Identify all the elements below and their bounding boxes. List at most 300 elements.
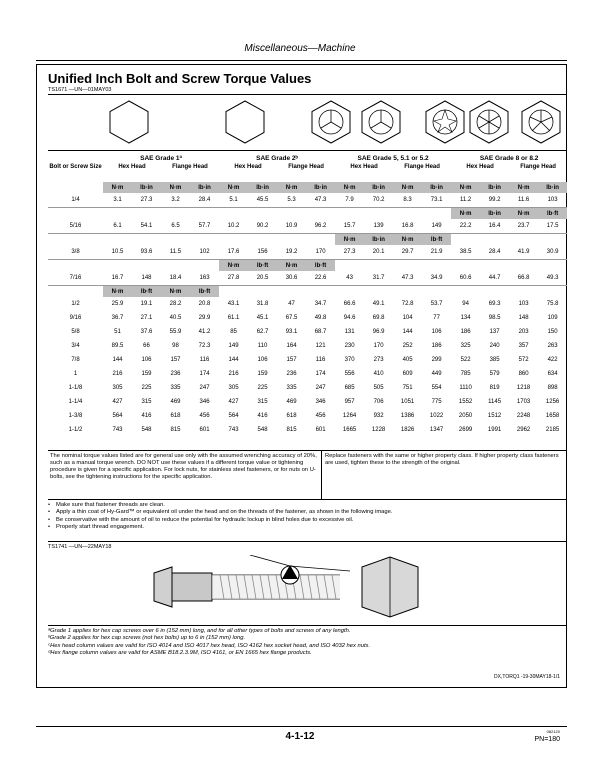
torque-cell: 28.2	[169, 301, 182, 307]
torque-cell: 1145	[488, 399, 502, 405]
grade5-1-head-icon	[358, 99, 404, 145]
torque-cell: 72.8	[401, 301, 414, 307]
unit-label: lb·in	[248, 182, 277, 193]
torque-cell: 775	[431, 399, 442, 405]
torque-cell: 106	[431, 329, 442, 335]
torque-cell: 422	[547, 357, 558, 363]
size-cell: 1/2	[71, 301, 80, 307]
size-cell: 1-1/8	[68, 385, 83, 391]
torque-cell: 31.8	[256, 301, 269, 307]
torque-cell: 72.3	[198, 343, 211, 349]
torque-cell: 236	[286, 371, 297, 377]
unit-label: lb·in	[480, 208, 509, 220]
torque-cell: 3.1	[103, 193, 132, 208]
unit-row	[48, 286, 567, 298]
torque-cell: 216	[228, 371, 239, 377]
torque-cell: 139	[364, 219, 393, 234]
torque-cell: 1264	[342, 413, 357, 419]
torque-cell: 44.7	[480, 271, 509, 286]
unit-label: lb·in	[132, 182, 161, 193]
torque-cell: 27.3	[132, 193, 161, 208]
unit-label: lb·ft	[306, 260, 335, 272]
torque-cell: 27.8	[219, 271, 248, 286]
torque-cell: 1386	[400, 413, 415, 419]
torque-cell: 47.3	[306, 193, 335, 208]
torque-cell: 19.1	[140, 301, 153, 307]
unit-label: lb·ft	[132, 286, 161, 298]
torque-cell: 1347	[429, 427, 444, 433]
torque-cell: 163	[190, 271, 219, 286]
torque-cell: 898	[547, 385, 558, 391]
torque-cell: 134	[460, 315, 471, 321]
unit-label: lb·in	[364, 182, 393, 193]
torque-cell: 5.3	[277, 193, 306, 208]
notes-box	[48, 450, 567, 500]
torque-cell: 57.7	[190, 219, 219, 234]
unit-label: N·m	[277, 260, 306, 272]
unit-label: N·m	[509, 208, 538, 220]
unit-label: lb·in	[190, 182, 219, 193]
grade8-head-icon	[466, 99, 512, 145]
torque-cell: 20.5	[248, 271, 277, 286]
torque-cell: 67.5	[285, 315, 298, 321]
general-note: The nominal torque values listed are for general use only with the assumed wrenching accuracy of 20%, such as a manual torque wrench. DO NOT use these values if a different torque value or tightening procedure is given for a specific application. For lock nuts, for stainless steel fasteners, or for nuts on U-bolts, see the tightening instructions for the specific application.	[50, 453, 317, 481]
torque-cell: 49.1	[372, 301, 385, 307]
unit-label: N·m	[451, 182, 480, 193]
torque-cell: 203	[518, 329, 529, 335]
torque-cell: 77	[433, 315, 440, 321]
torque-cell: 252	[402, 343, 413, 349]
torque-cell: 860	[518, 371, 529, 377]
torque-cell: 247	[199, 385, 210, 391]
torque-cell: 164	[286, 343, 297, 349]
torque-cell: 20.1	[364, 245, 393, 260]
section-title: Unified Inch Bolt and Screw Torque Values	[48, 71, 312, 86]
torque-cell: 685	[344, 385, 355, 391]
torque-cell: 522	[460, 357, 471, 363]
torque-cell: 273	[373, 357, 384, 363]
torque-cell: 28.4	[190, 193, 219, 208]
unit-label: lb·in	[364, 234, 393, 246]
instruction-list	[48, 502, 567, 531]
torque-cell: 579	[489, 371, 500, 377]
flange-header: Flange Head	[172, 164, 208, 170]
torque-cell: 49.8	[314, 315, 327, 321]
torque-cell: 159	[257, 371, 268, 377]
hex-header: Hex Head	[466, 164, 494, 170]
torque-cell: 11.5	[161, 245, 190, 260]
size-cell: 7/16	[48, 271, 103, 286]
torque-cell: 346	[315, 399, 326, 405]
torque-cell: 751	[402, 385, 413, 391]
torque-cell: 815	[286, 427, 297, 433]
torque-cell: 743	[112, 427, 123, 433]
unit-label: N·m	[277, 182, 306, 193]
footnote: ᵇGrade 2 applies for hex cap screws (not hex bolts) up to 6 in (152 mm) long.	[48, 635, 246, 642]
flange-header: Flange Head	[404, 164, 440, 170]
torque-cell: 40.5	[169, 315, 182, 321]
running-header: Miscellaneous—Machine	[244, 43, 356, 54]
torque-cell: 299	[431, 357, 442, 363]
torque-cell: 96.9	[372, 329, 385, 335]
size-cell: 9/16	[69, 315, 82, 321]
torque-cell: 29.7	[393, 245, 422, 260]
torque-cell: 41.2	[198, 329, 211, 335]
torque-cell: 815	[170, 427, 181, 433]
torque-cell: 22.6	[306, 271, 335, 286]
hex-header: Hex Head	[234, 164, 262, 170]
torque-cell: 73.1	[422, 193, 451, 208]
torque-cell: 564	[228, 413, 239, 419]
torque-cell: 28.4	[480, 245, 509, 260]
torque-cell: 247	[315, 385, 326, 391]
torque-cell: 170	[373, 343, 384, 349]
torque-cell: 1665	[342, 427, 357, 433]
torque-cell: 385	[489, 357, 500, 363]
torque-cell: 93.6	[132, 245, 161, 260]
torque-cell: 45.1	[256, 315, 269, 321]
footnote: ᵈHex flange column values are valid for ASME B18.2.3.9M, ISO 4161, or EN 1665 hex flange products.	[48, 649, 312, 656]
torque-cell: 3.2	[161, 193, 190, 208]
grade-header: SAE Grade 2ᵇ	[256, 154, 299, 162]
grade-header: SAE Grade 5, 5.1 or 5.2	[357, 154, 429, 162]
unit-row	[48, 260, 567, 272]
print-code: 082120	[546, 729, 560, 734]
torque-cell: 230	[344, 343, 355, 349]
instruction-item: • Be conservative with the amount of oil to reduce the potential for hydraulic lockup in blind holes due to excessive oil.	[48, 517, 567, 524]
torque-cell: 469	[170, 399, 181, 405]
torque-cell: 156	[248, 245, 277, 260]
torque-cell: 109	[547, 315, 558, 321]
grade5-head-icon	[308, 99, 354, 145]
size-cell: 7/8	[71, 357, 80, 363]
unit-label: lb·in	[422, 182, 451, 193]
torque-cell: 66.8	[509, 271, 538, 286]
torque-cell: 68.7	[314, 329, 327, 335]
torque-cell: 410	[373, 371, 384, 377]
torque-cell: 1218	[516, 385, 531, 391]
torque-cell: 103	[538, 193, 567, 208]
grade5-2-head-icon	[422, 99, 468, 145]
torque-cell: 6.5	[161, 219, 190, 234]
torque-cell: 62.7	[256, 329, 269, 335]
unit-label: N·m	[335, 182, 364, 193]
unit-label: N·m	[219, 260, 248, 272]
torque-cell: 16.4	[480, 219, 509, 234]
torque-cell: 548	[257, 427, 268, 433]
torque-cell: 11.6	[509, 193, 538, 208]
torque-cell: 144	[112, 357, 123, 363]
torque-cell: 10.9	[277, 219, 306, 234]
torque-cell: 61.1	[227, 315, 240, 321]
table-row	[48, 219, 567, 234]
torque-cell: 137	[489, 329, 500, 335]
unit-label: lb·in	[538, 182, 567, 193]
torque-cell: 1051	[400, 399, 415, 405]
torque-cell: 94.6	[343, 315, 356, 321]
torque-cell: 1552	[458, 399, 473, 405]
torque-cell: 601	[199, 427, 210, 433]
size-cell: 3/8	[48, 245, 103, 260]
torque-cell: 159	[141, 371, 152, 377]
torque-cell: 16.8	[393, 219, 422, 234]
torque-cell: 601	[315, 427, 326, 433]
torque-cell: 15.7	[335, 219, 364, 234]
unit-label: N·m	[393, 234, 422, 246]
torque-cell: 8.3	[393, 193, 422, 208]
torque-cell: 144	[228, 357, 239, 363]
torque-cell: 103	[518, 301, 529, 307]
torque-cell: 743	[228, 427, 239, 433]
torque-cell: 456	[315, 413, 326, 419]
torque-cell: 405	[402, 357, 413, 363]
header-rule	[36, 60, 567, 61]
unit-label: N·m	[161, 286, 190, 298]
footnotes	[48, 625, 567, 657]
torque-cell: 957	[344, 399, 355, 405]
table-row	[48, 367, 567, 381]
torque-cell: 96.2	[306, 219, 335, 234]
torque-cell: 98.5	[488, 315, 501, 321]
torque-cell: 43	[335, 271, 364, 286]
torque-cell: 148	[518, 315, 529, 321]
torque-cell: 2050	[458, 413, 473, 419]
torque-cell: 634	[547, 371, 558, 377]
table-row	[48, 271, 567, 286]
torque-cell: 116	[315, 357, 326, 363]
torque-cell: 106	[257, 357, 268, 363]
torque-cell: 75.8	[546, 301, 559, 307]
unit-row	[48, 234, 567, 246]
torque-cell: 27.1	[140, 315, 153, 321]
torque-cell: 53.7	[430, 301, 443, 307]
footnote: ªGrade 1 applies for hex cap screws over 6 in (152 mm) long, and for all other types of bolts and screws of any length.	[48, 628, 351, 634]
grade-header: SAE Grade 8 or 8.2	[479, 154, 539, 162]
torque-cell: 90.2	[248, 219, 277, 234]
grade2-head-icon	[222, 99, 268, 145]
figure-rule	[48, 541, 567, 542]
torque-cell: 89.5	[111, 343, 124, 349]
flange-header: Flange Head	[288, 164, 324, 170]
table-row	[48, 297, 567, 311]
torque-cell: 22.2	[451, 219, 480, 234]
unit-row	[48, 208, 567, 220]
torque-cell: 157	[170, 357, 181, 363]
torque-cell: 66.6	[343, 301, 356, 307]
torque-cell: 554	[431, 385, 442, 391]
flange-header: Flange Head	[520, 164, 556, 170]
torque-cell: 225	[257, 385, 268, 391]
torque-cell: 305	[112, 385, 123, 391]
torque-cell: 60.6	[451, 271, 480, 286]
torque-cell: 456	[199, 413, 210, 419]
table-row	[48, 311, 567, 325]
torque-cell: 157	[286, 357, 297, 363]
instruction-item: • Apply a thin coat of Hy-Gard™ or equivalent oil under the head and on the threads of the fastener, as shown in the following image.	[48, 509, 567, 516]
grade1-head-icon	[106, 99, 152, 145]
torque-cell: 236	[170, 371, 181, 377]
torque-cell: 427	[228, 399, 239, 405]
torque-cell: 1826	[400, 427, 415, 433]
unit-row	[48, 182, 567, 193]
torque-cell: 10.5	[103, 245, 132, 260]
torque-cell: 170	[306, 245, 335, 260]
torque-cell: 34.9	[422, 271, 451, 286]
torque-table	[48, 152, 567, 437]
torque-cell: 131	[344, 329, 355, 335]
unit-label: N·m	[219, 182, 248, 193]
table-row	[48, 353, 567, 367]
table-row	[48, 193, 567, 208]
torque-cell: 20.8	[198, 301, 211, 307]
torque-cell: 263	[547, 343, 558, 349]
torque-cell: 6.1	[103, 219, 132, 234]
torque-cell: 186	[431, 343, 442, 349]
instruction-item: • Properly start thread engagement.	[48, 524, 567, 531]
torque-cell: 7.9	[335, 193, 364, 208]
torque-cell: 149	[422, 219, 451, 234]
torque-cell: 1991	[487, 427, 502, 433]
unit-label: lb·ft	[538, 208, 567, 220]
footnote: ᶜHex head column values are valid for ISO 4014 and ISO 4017 hex head, ISO 4162 hex socket head, and ISO 4032 hex nuts.	[48, 642, 371, 649]
torque-cell: 149	[228, 343, 239, 349]
torque-cell: 116	[199, 357, 210, 363]
torque-cell: 325	[460, 343, 471, 349]
size-cell: 5/16	[48, 219, 103, 234]
document-code: DX,TORQ1 -19-30MAY18-1/1	[494, 674, 560, 680]
torque-cell: 1228	[371, 427, 386, 433]
torque-cell: 93.1	[285, 329, 298, 335]
torque-cell: 932	[373, 413, 384, 419]
size-cell: 1/4	[48, 193, 103, 208]
torque-cell: 315	[141, 399, 152, 405]
torque-cell: 45.5	[248, 193, 277, 208]
table-row	[48, 409, 567, 423]
torque-cell: 69.3	[488, 301, 501, 307]
torque-cell: 85	[230, 329, 237, 335]
torque-cell: 346	[199, 399, 210, 405]
torque-cell: 18.4	[161, 271, 190, 286]
torque-cell: 150	[547, 329, 558, 335]
pn-number: PN=180	[534, 736, 560, 743]
torque-cell: 564	[112, 413, 123, 419]
unit-label: lb·ft	[190, 286, 219, 298]
torque-cell: 19.2	[277, 245, 306, 260]
torque-cell: 66	[143, 343, 150, 349]
torque-cell: 618	[170, 413, 181, 419]
notes-divider	[321, 451, 322, 499]
torque-cell: 29.9	[198, 315, 211, 321]
torque-cell: 36.7	[111, 315, 124, 321]
torque-cell: 23.7	[509, 219, 538, 234]
torque-cell: 144	[402, 329, 413, 335]
footer-rule	[36, 726, 567, 727]
unit-label: N·m	[451, 208, 480, 220]
replacement-note: Replace fasteners with the same or higher property class. If higher property class fasteners are used, tighten these to the strength of the original.	[325, 453, 559, 467]
torque-cell: 186	[460, 329, 471, 335]
table-row	[48, 325, 567, 339]
torque-cell: 31.7	[364, 271, 393, 286]
torque-cell: 1256	[545, 399, 560, 405]
torque-cell: 1703	[516, 399, 531, 405]
torque-cell: 556	[344, 371, 355, 377]
torque-cell: 315	[257, 399, 268, 405]
unit-label: lb·ft	[248, 260, 277, 272]
torque-cell: 240	[489, 343, 500, 349]
size-cell: 5/8	[71, 329, 80, 335]
unit-label: lb·in	[306, 182, 335, 193]
unit-label: N·m	[509, 182, 538, 193]
torque-cell: 505	[373, 385, 384, 391]
torque-cell: 1658	[545, 413, 560, 419]
torque-cell: 335	[286, 385, 297, 391]
torque-cell: 49.3	[538, 271, 567, 286]
torque-cell: 572	[518, 357, 529, 363]
torque-cell: 785	[460, 371, 471, 377]
torque-cell: 618	[286, 413, 297, 419]
bolt-oil-illustration	[150, 555, 450, 623]
grade-header: SAE Grade 1ª	[140, 154, 182, 162]
torque-cell: 104	[402, 315, 413, 321]
unit-label: N·m	[161, 182, 190, 193]
grade-header-row	[48, 152, 567, 164]
torque-cell: 5.1	[219, 193, 248, 208]
torque-table-body	[48, 182, 567, 437]
torque-cell: 2962	[516, 427, 531, 433]
torque-cell: 416	[257, 413, 268, 419]
torque-cell: 16.7	[103, 271, 132, 286]
torque-cell: 17.5	[538, 219, 567, 234]
unit-label: lb·in	[480, 182, 509, 193]
torque-cell: 1512	[487, 413, 502, 419]
torque-cell: 370	[344, 357, 355, 363]
torque-cell: 148	[132, 271, 161, 286]
table-row	[48, 381, 567, 395]
size-header: Bolt or Screw Size	[49, 164, 102, 170]
torque-cell: 335	[170, 385, 181, 391]
torque-cell: 30.6	[277, 271, 306, 286]
unit-label: lb·ft	[422, 234, 451, 246]
torque-cell: 449	[431, 371, 442, 377]
table-row	[48, 423, 567, 437]
torque-cell: 21.9	[422, 245, 451, 260]
table-row	[48, 339, 567, 353]
torque-cell: 609	[402, 371, 413, 377]
page-number: 4-1-12	[285, 731, 315, 742]
unit-label: N·m	[103, 182, 132, 193]
torque-cell: 427	[112, 399, 123, 405]
torque-cell: 1110	[459, 385, 472, 391]
hex-header: Hex Head	[350, 164, 378, 170]
torque-cell: 216	[112, 371, 123, 377]
torque-cell: 51	[114, 329, 121, 335]
figure-tag: TS1671 —UN—01MAY03	[48, 87, 112, 93]
torque-cell: 38.5	[451, 245, 480, 260]
torque-cell: 34.7	[314, 301, 327, 307]
torque-cell: 99.2	[480, 193, 509, 208]
size-cell: 1-3/8	[68, 413, 83, 419]
torque-cell: 27.3	[335, 245, 364, 260]
unit-label: N·m	[393, 182, 422, 193]
torque-cell: 1022	[429, 413, 444, 419]
torque-cell: 11.2	[451, 193, 480, 208]
torque-cell: 54.1	[132, 219, 161, 234]
torque-cell: 416	[141, 413, 152, 419]
bolt-head-illustrations	[48, 94, 567, 151]
torque-cell: 819	[489, 385, 500, 391]
table-row	[48, 395, 567, 409]
unit-label: N·m	[335, 234, 364, 246]
